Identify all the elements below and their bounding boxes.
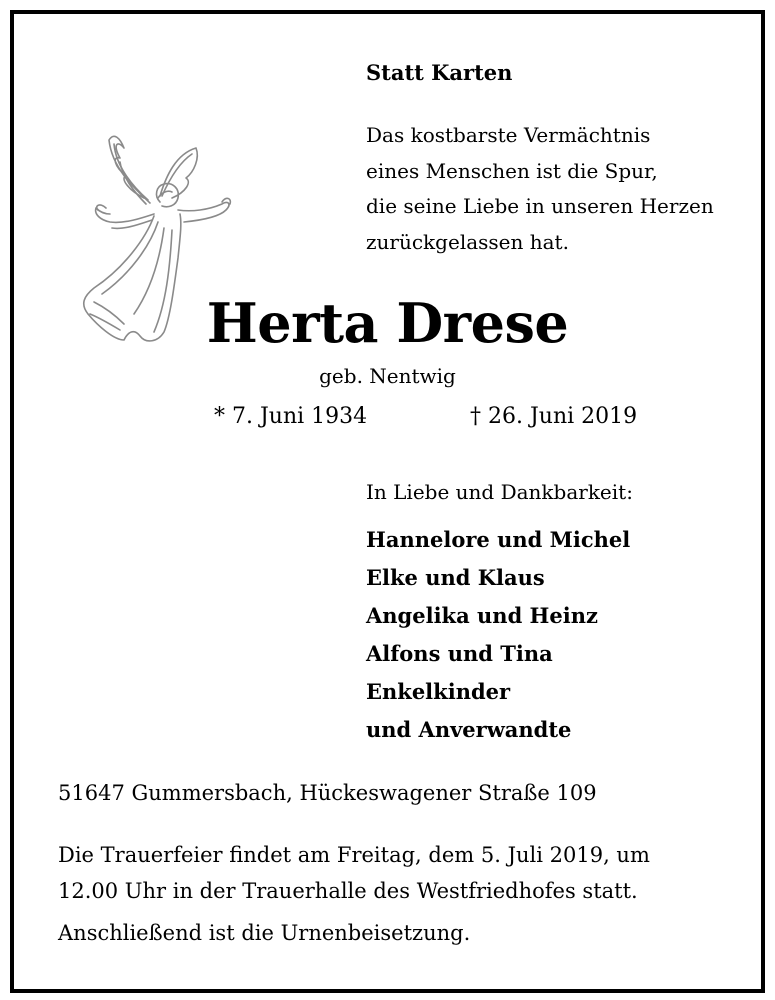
service-details	[58, 837, 650, 909]
mourner-entry: Elke und Klaus	[366, 565, 545, 590]
family-address: 51647 Gummersbach, Hückeswagener Straße 109	[58, 781, 597, 805]
service-line: 12.00 Uhr in der Trauerhalle des Westfriedhofes statt.	[58, 879, 638, 903]
deceased-name: Herta Drese	[206, 291, 569, 355]
mourner-entry: Alfons und Tina	[366, 641, 553, 666]
notice-header: Statt Karten	[366, 60, 513, 85]
mourner-entry: und Anverwandte	[366, 717, 572, 742]
verse-line: zurückgelassen hat.	[366, 229, 569, 254]
mourner-entry: Hannelore und Michel	[366, 527, 631, 552]
maiden-name: geb. Nentwig	[319, 364, 456, 388]
verse-line: Das kostbarste Vermächtnis	[366, 123, 651, 147]
burial-note: Anschließend ist die Urnenbeisetzung.	[58, 921, 471, 945]
birth-date: * 7. Juni 1934	[214, 404, 368, 429]
obituary-notice	[10, 10, 765, 993]
mourner-entry: Enkelkinder	[366, 679, 511, 704]
mourners-list	[366, 521, 630, 749]
mourner-entry: Angelika und Heinz	[366, 603, 598, 628]
service-line: Die Trauerfeier findet am Freitag, dem 5. Juli 2019, um	[58, 843, 650, 867]
memorial-verse	[366, 118, 714, 260]
verse-line: eines Menschen ist die Spur,	[366, 158, 658, 183]
death-date: † 26. Juni 2019	[470, 404, 638, 429]
mourners-intro: In Liebe und Dankbarkeit:	[366, 480, 633, 504]
verse-line: die seine Liebe in unseren Herzen	[366, 194, 714, 218]
